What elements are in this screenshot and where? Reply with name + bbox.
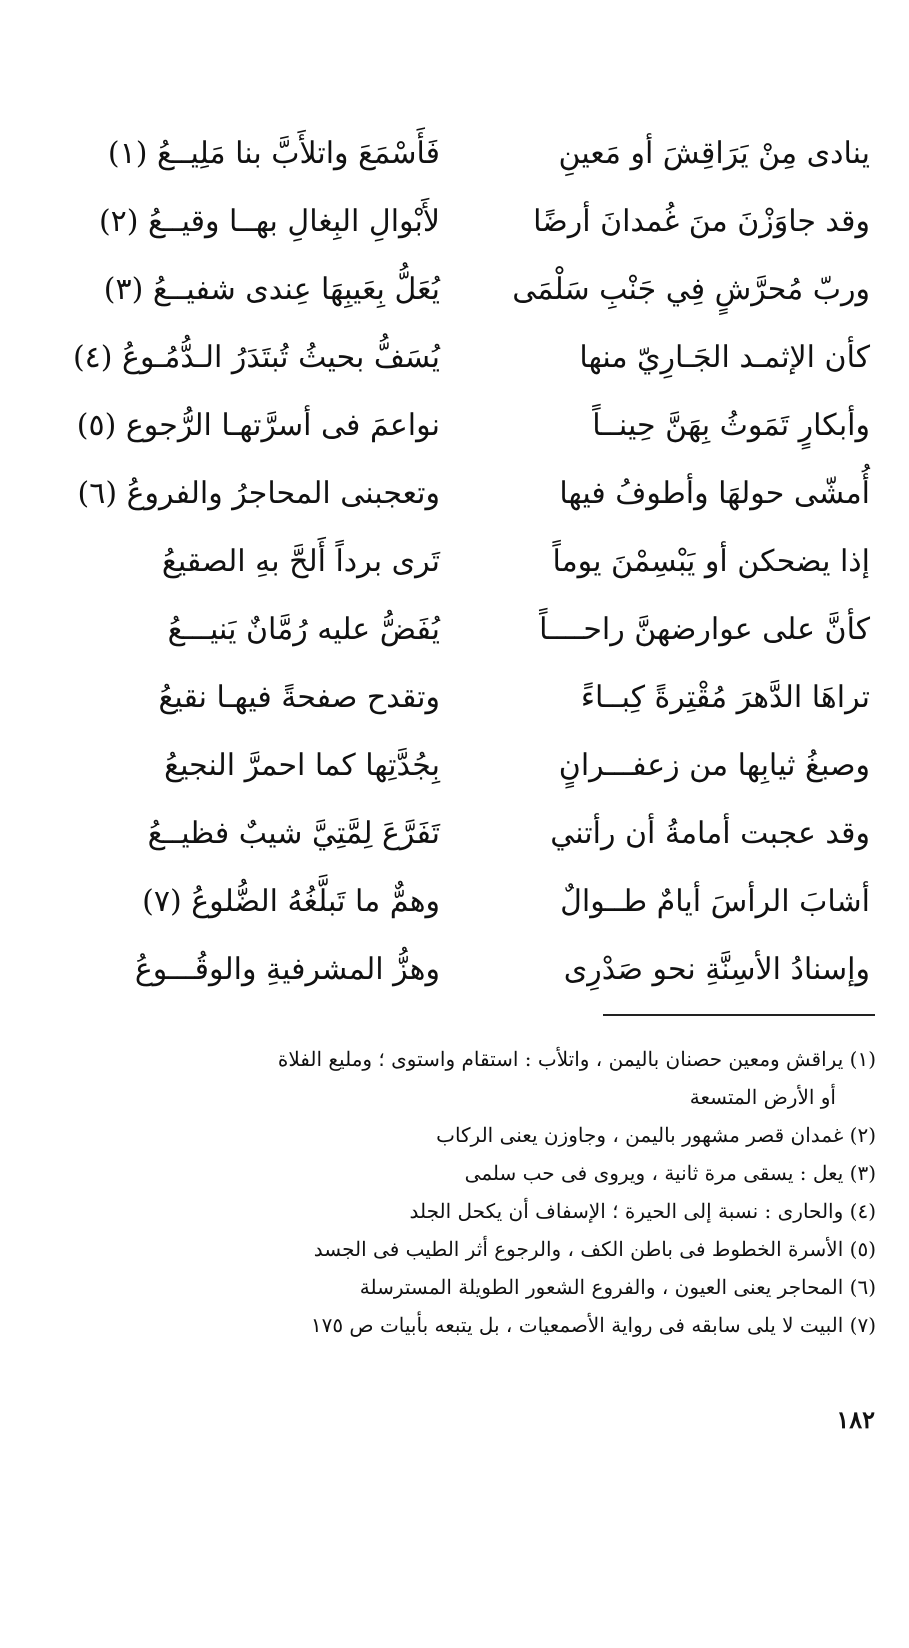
second-hemistich: وتعجبنى المحاجرُ والفروعُ (٦) [77,476,440,511]
first-hemistich: وإسنادُ الأسِنَّةِ نحو صَدْرِى [563,952,870,987]
verse [40,800,870,868]
first-hemistich: أُمشّى حولهَا وأطوفُ فيها [559,476,870,511]
verse [40,324,870,392]
first-hemistich: إذا يضحكن أو يَبْسِمْنَ يوماً [552,544,870,579]
footnote-text: (١) يراقش ومعين حصنان باليمن ، واتلأب : استقام واستوى ؛ ومليع الفلاة [277,1047,876,1071]
footnote-divider [603,1014,875,1016]
second-hemistich: فَأَسْمَعَ واتلأَبَّ بنا مَلِيــعُ (١) [107,136,440,171]
footnote-text: (٧) البيت لا يلى سابقه فى رواية الأصمعيات ، بل يتبعه بأبيات ص ١٧٥ [310,1313,876,1337]
footnote [36,1116,876,1154]
verse [40,528,870,596]
footnote-text: (٣) يعل : يسقى مرة ثانية ، ويروى فى حب سلمى [464,1161,876,1185]
second-hemistich: تَفَرَّعَ لِمَّتِيَّ شيبٌ فظيــعُ [147,816,440,851]
verse [40,460,870,528]
verse [40,188,870,256]
verse [40,868,870,936]
second-hemistich: تَرى برداً أَلحَّ بهِ الصقيعُ [161,544,440,579]
first-hemistich: وقد جاوَزْنَ منَ غُمدانَ أرضًا [533,204,870,239]
footnote-text: (٥) الأسرة الخطوط فى باطن الكف ، والرجوع أثر الطيب فى الجسد [313,1237,876,1261]
first-hemistich: وصبغُ ثيابِها من زعفـــرانٍ [558,748,870,783]
first-hemistich: ينادى مِنْ يَرَاقِشَ أو مَعينِ [558,136,870,171]
second-hemistich: لأَبْوالِ البِغالِ بهــا وقيــعُ (٢) [98,204,440,239]
verse [40,936,870,1004]
verse [40,392,870,460]
footnote-text: (٤) والحارى : نسبة إلى الحيرة ؛ الإسفاف أن يكحل الجلد [409,1199,876,1223]
verse [40,596,870,664]
second-hemistich: وهزُّ المشرفيةِ والوقُـــوعُ [134,952,440,987]
footnote [36,1154,876,1192]
verse [40,664,870,732]
footnote-text: (٢) غمدان قصر مشهور باليمن ، وجاوزن يعنى الركاب [436,1123,876,1147]
second-hemistich: يُفَضُّ عليه رُمَّانٌ يَنيـــعُ [167,612,440,647]
footnote [36,1230,876,1268]
second-hemistich: وتقدح صفحةً فيهـا نقيعُ [158,680,440,715]
footnote [36,1040,876,1116]
first-hemistich: تراهَا الدَّهرَ مُقْتِرةً كِبــاءً [580,680,870,715]
second-hemistich: يُسَفُّ بحيثُ تُبتَدَرُ الـدُّمُـوعُ (٤) [72,340,440,375]
poem [40,120,870,1004]
second-hemistich: وهمٌّ ما تَبلَّغُهُ الضُّلوعُ (٧) [142,884,440,919]
footnote-continuation: أو الأرض المتسعة [689,1085,836,1109]
footnote [36,1192,876,1230]
first-hemistich: كأنَّ على عوارضهنَّ راحــــاً [539,612,870,647]
footnote [36,1306,876,1344]
first-hemistich: وربّ مُحرَّشٍ فِي جَنْبِ سَلْمَى [512,272,870,307]
footnote [36,1268,876,1306]
page-number: ١٨٢ [836,1405,875,1434]
first-hemistich: كأن الإثمـد الجَـارِيّ منها [579,340,870,375]
verse [40,732,870,800]
first-hemistich: وقد عجبت أمامةُ أن رأتني [550,816,870,851]
second-hemistich: بِجُدَّتِها كما احمرَّ النجيعُ [164,748,440,783]
second-hemistich: نواعمَ فى أسرَّتهـا الرُّجوع (٥) [76,408,440,443]
footnotes [36,1040,876,1344]
first-hemistich: وأبكارٍ تَمَوثُ بِهَنَّ حِينــاً [592,408,870,443]
footnote-text: (٦) المحاجر يعنى العيون ، والفروع الشعور الطويلة المسترسلة [359,1275,876,1299]
second-hemistich: يُعَلُّ بِعَيبِهَا عِندى شفيــعُ (٣) [103,272,440,307]
verse [40,256,870,324]
first-hemistich: أشابَ الرأسَ أيامٌ طــوالٌ [560,884,870,919]
verse [40,120,870,188]
